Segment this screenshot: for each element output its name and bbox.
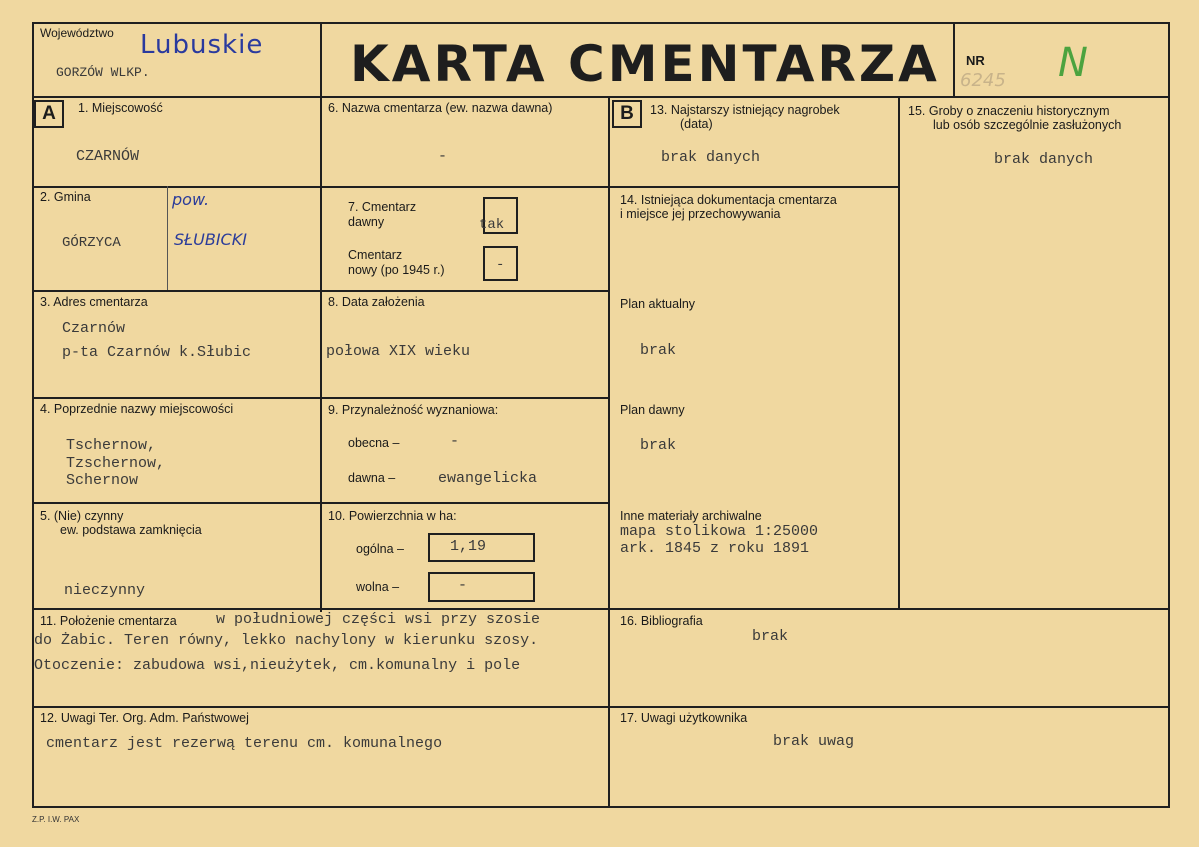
field-13-label-1: 13. Najstarszy istniejący nagrobek [650,103,840,117]
field-10-total-value: 1,19 [450,538,487,555]
field-3-label: 3. Adres cmentarza [40,295,148,309]
field-14-label-2: i miejsce jej przechowywania [620,207,781,221]
row-line-1 [32,186,610,188]
field-7-label-4: nowy (po 1945 r.) [348,263,445,277]
field-5-label-2: ew. podstawa zamknięcia [60,523,202,537]
field-2-label: 2. Gmina [40,190,91,204]
field-2-hand-pow: pow. [172,190,210,209]
field-13-value: brak danych [661,149,761,166]
field-3-line-2: p-ta Czarnów k.Słubic [62,344,252,361]
frame-left [32,22,34,808]
plan-current-label: Plan aktualny [620,297,696,311]
field-17-label: 17. Uwagi użytkownika [620,711,748,725]
field-6-label: 6. Nazwa cmentarza (ew. nazwa dawna) [328,101,553,115]
field-11-line-3: Otoczenie: zabudowa wsi,nieużytek, cm.komunalny i pole [34,657,521,674]
field-15-label-2: lub osób szczególnie zasłużonych [933,118,1122,132]
nr-label: NR [966,53,985,68]
row-line-6 [32,706,1170,708]
field-12-label: 12. Uwagi Ter. Org. Adm. Państwowej [40,711,249,725]
other-materials-line-1: mapa stolikowa 1:25000 [620,523,819,540]
field-2-value: GÓRZYCA [62,235,121,251]
field-14-label-1: 14. Istniejąca dokumentacja cmentarza [620,193,837,207]
plan-old-value: brak [640,437,677,454]
field-7-nowy-value: - [496,257,505,273]
frame-right [1168,22,1170,808]
field-3-line-1: Czarnów [62,320,126,337]
field-16-value: brak [752,628,789,645]
frame-bottom [32,806,1170,808]
col-divider-3 [898,96,900,610]
field-10-free-label: wolna – [356,580,400,594]
other-materials-label: Inne materiały archiwalne [620,509,762,523]
col-divider-2 [608,96,610,808]
header-divider [32,96,1170,98]
field-15-value: brak danych [994,151,1094,168]
field-1-label: 1. Miejscowość [78,101,163,115]
field-11-line-2: do Żabic. Teren równy, lekko nachylony w kierunku szosy. [34,632,539,649]
row-line-5 [32,608,1170,610]
field-8-label: 8. Data założenia [328,295,425,309]
field-4-line-1: Tschernow, [66,437,157,454]
field-17-value: brak uwag [773,733,855,750]
field-9-current-value: - [450,433,460,450]
field-1-value: CZARNÓW [76,148,140,165]
region-text: GORZÓW WLKP. [56,65,150,80]
field-6-value: - [438,148,448,165]
field-16-label: 16. Bibliografia [620,614,703,628]
row-line-4 [32,502,610,504]
field-12-value: cmentarz jest rezerwą terenu cm. komunalnego [46,735,443,752]
field-7-label-1: 7. Cmentarz [348,200,417,214]
row-line-3 [32,397,610,399]
field-9-label: 9. Przynależność wyznaniowa: [328,403,499,417]
plan-current-value: brak [640,342,677,359]
field-2-hand-county: SŁUBICKI [174,230,247,249]
field-5-value: nieczynny [64,582,146,599]
nr-green-mark: N [1058,40,1088,86]
field-5-label-1: 5. (Nie) czynny [40,509,124,523]
field-10-free-value: - [458,577,468,594]
section-a-marker: A [34,100,64,128]
nr-divider [953,22,955,98]
card-title: KARTA CMENTARZA [350,35,940,93]
voivodeship-label: Województwo [40,26,114,40]
voivodeship-stamp: Lubuskie [140,30,264,60]
field-10-label: 10. Powierzchnia w ha: [328,509,457,523]
row-line-b1 [608,186,900,188]
field-10-free-box [428,572,535,602]
gmina-divider [167,186,168,290]
printer-imprint: Z.P. I.W. PAX [32,815,80,824]
field-11-line-1: w południowej części wsi przy szosie [216,611,541,628]
field-4-line-3: Schernow [66,472,139,489]
plan-old-label: Plan dawny [620,403,685,417]
col-divider-1 [320,22,322,612]
frame-top [32,22,1170,24]
field-9-current-label: obecna – [348,436,400,450]
field-7-dawny-value: tak [479,217,505,233]
field-9-former-value: ewangelicka [438,470,538,487]
field-10-total-label: ogólna – [356,542,404,556]
field-11-label: 11. Położenie cmentarza [40,614,177,628]
field-9-former-label: dawna – [348,471,396,485]
field-7-label-2: dawny [348,215,385,229]
field-13-label-2: (data) [680,117,713,131]
field-4-label: 4. Poprzednie nazwy miejscowości [40,402,234,416]
field-7-label-3: Cmentarz [348,248,403,262]
nr-pencil-number: 6245 [960,70,1006,91]
field-15-label-1: 15. Groby o znaczeniu historycznym [908,104,1110,118]
field-8-value: połowa XIX wieku [326,343,471,360]
row-line-2 [32,290,610,292]
other-materials-line-2: ark. 1845 z roku 1891 [620,540,810,557]
section-b-marker: B [612,100,642,128]
field-4-line-2: Tzschernow, [66,455,166,472]
